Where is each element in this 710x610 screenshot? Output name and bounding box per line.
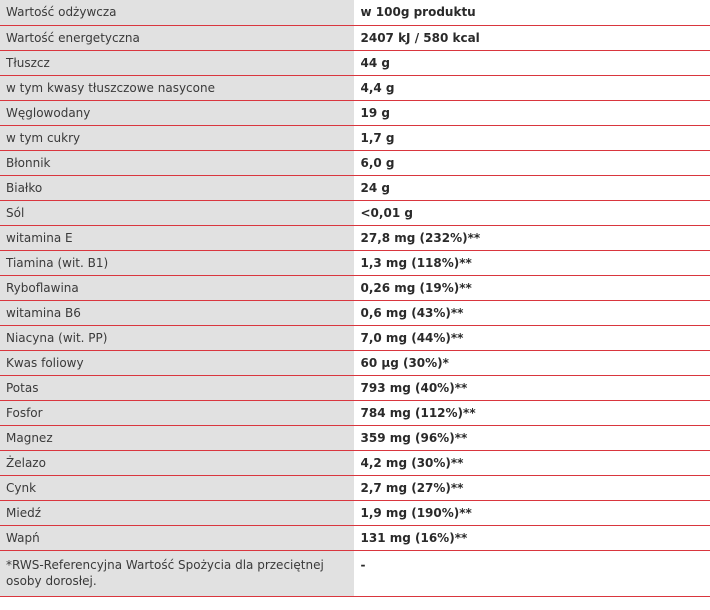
table-row	[0, 350, 710, 375]
nutrient-label: Cynk	[0, 475, 354, 500]
nutrient-value: 7,0 mg (44%)**	[354, 325, 710, 350]
nutrient-value: 24 g	[354, 175, 710, 200]
nutrient-value: w 100g produktu	[354, 0, 710, 25]
table-row	[0, 525, 710, 550]
nutrient-label: Żelazo	[0, 450, 354, 475]
nutrient-label: witamina B6	[0, 300, 354, 325]
nutrient-label: Ryboflawina	[0, 275, 354, 300]
nutrient-value: 60 µg (30%)*	[354, 350, 710, 375]
nutrient-label: Wapń	[0, 525, 354, 550]
table-row	[0, 500, 710, 525]
table-row	[0, 450, 710, 475]
table-row	[0, 200, 710, 225]
nutrient-value: 131 mg (16%)**	[354, 525, 710, 550]
nutrient-label: Tłuszcz	[0, 50, 354, 75]
table-row	[0, 250, 710, 275]
nutrient-label: w tym cukry	[0, 125, 354, 150]
nutrient-label: Potas	[0, 375, 354, 400]
nutrient-label: w tym kwasy tłuszczowe nasycone	[0, 75, 354, 100]
nutrient-value: 4,4 g	[354, 75, 710, 100]
nutrient-label: Błonnik	[0, 150, 354, 175]
nutrient-label: Fosfor	[0, 400, 354, 425]
table-row	[0, 325, 710, 350]
nutrient-value: 1,3 mg (118%)**	[354, 250, 710, 275]
nutrient-label: Wartość energetyczna	[0, 25, 354, 50]
footnote-row	[0, 550, 710, 596]
table-row	[0, 150, 710, 175]
table-row	[0, 475, 710, 500]
nutrient-value: 1,9 mg (190%)**	[354, 500, 710, 525]
nutrient-label: Tiamina (wit. B1)	[0, 250, 354, 275]
nutrient-label: Sól	[0, 200, 354, 225]
footnote-label: *RWS-Referencyjna Wartość Spożycia dla przeciętnej osoby dorosłej.	[0, 550, 354, 596]
table-row	[0, 100, 710, 125]
nutrient-value: 793 mg (40%)**	[354, 375, 710, 400]
nutrient-label: Białko	[0, 175, 354, 200]
nutrient-label: witamina E	[0, 225, 354, 250]
nutrient-value: 4,2 mg (30%)**	[354, 450, 710, 475]
table-row	[0, 275, 710, 300]
nutrient-value: 359 mg (96%)**	[354, 425, 710, 450]
table-row	[0, 25, 710, 50]
nutrient-value: 19 g	[354, 100, 710, 125]
nutrient-label: Wartość odżywcza	[0, 0, 354, 25]
nutrient-label: Magnez	[0, 425, 354, 450]
nutrient-value: 1,7 g	[354, 125, 710, 150]
table-row	[0, 175, 710, 200]
table-row	[0, 300, 710, 325]
nutrient-value: 0,26 mg (19%)**	[354, 275, 710, 300]
table-row	[0, 125, 710, 150]
nutrient-value: 2,7 mg (27%)**	[354, 475, 710, 500]
nutrient-value: 27,8 mg (232%)**	[354, 225, 710, 250]
nutrient-label: Węglowodany	[0, 100, 354, 125]
nutrient-value: 44 g	[354, 50, 710, 75]
nutrient-label: Kwas foliowy	[0, 350, 354, 375]
nutrient-value: 784 mg (112%)**	[354, 400, 710, 425]
table-row	[0, 75, 710, 100]
table-row	[0, 400, 710, 425]
table-row	[0, 0, 710, 25]
nutrient-value: <0,01 g	[354, 200, 710, 225]
footnote-value: -	[354, 550, 710, 596]
table-row	[0, 225, 710, 250]
table-row	[0, 375, 710, 400]
nutrient-label: Niacyna (wit. PP)	[0, 325, 354, 350]
table-row	[0, 425, 710, 450]
table-row	[0, 50, 710, 75]
nutrient-value: 0,6 mg (43%)**	[354, 300, 710, 325]
nutrient-value: 2407 kJ / 580 kcal	[354, 25, 710, 50]
nutrient-value: 6,0 g	[354, 150, 710, 175]
nutrient-label: Miedź	[0, 500, 354, 525]
